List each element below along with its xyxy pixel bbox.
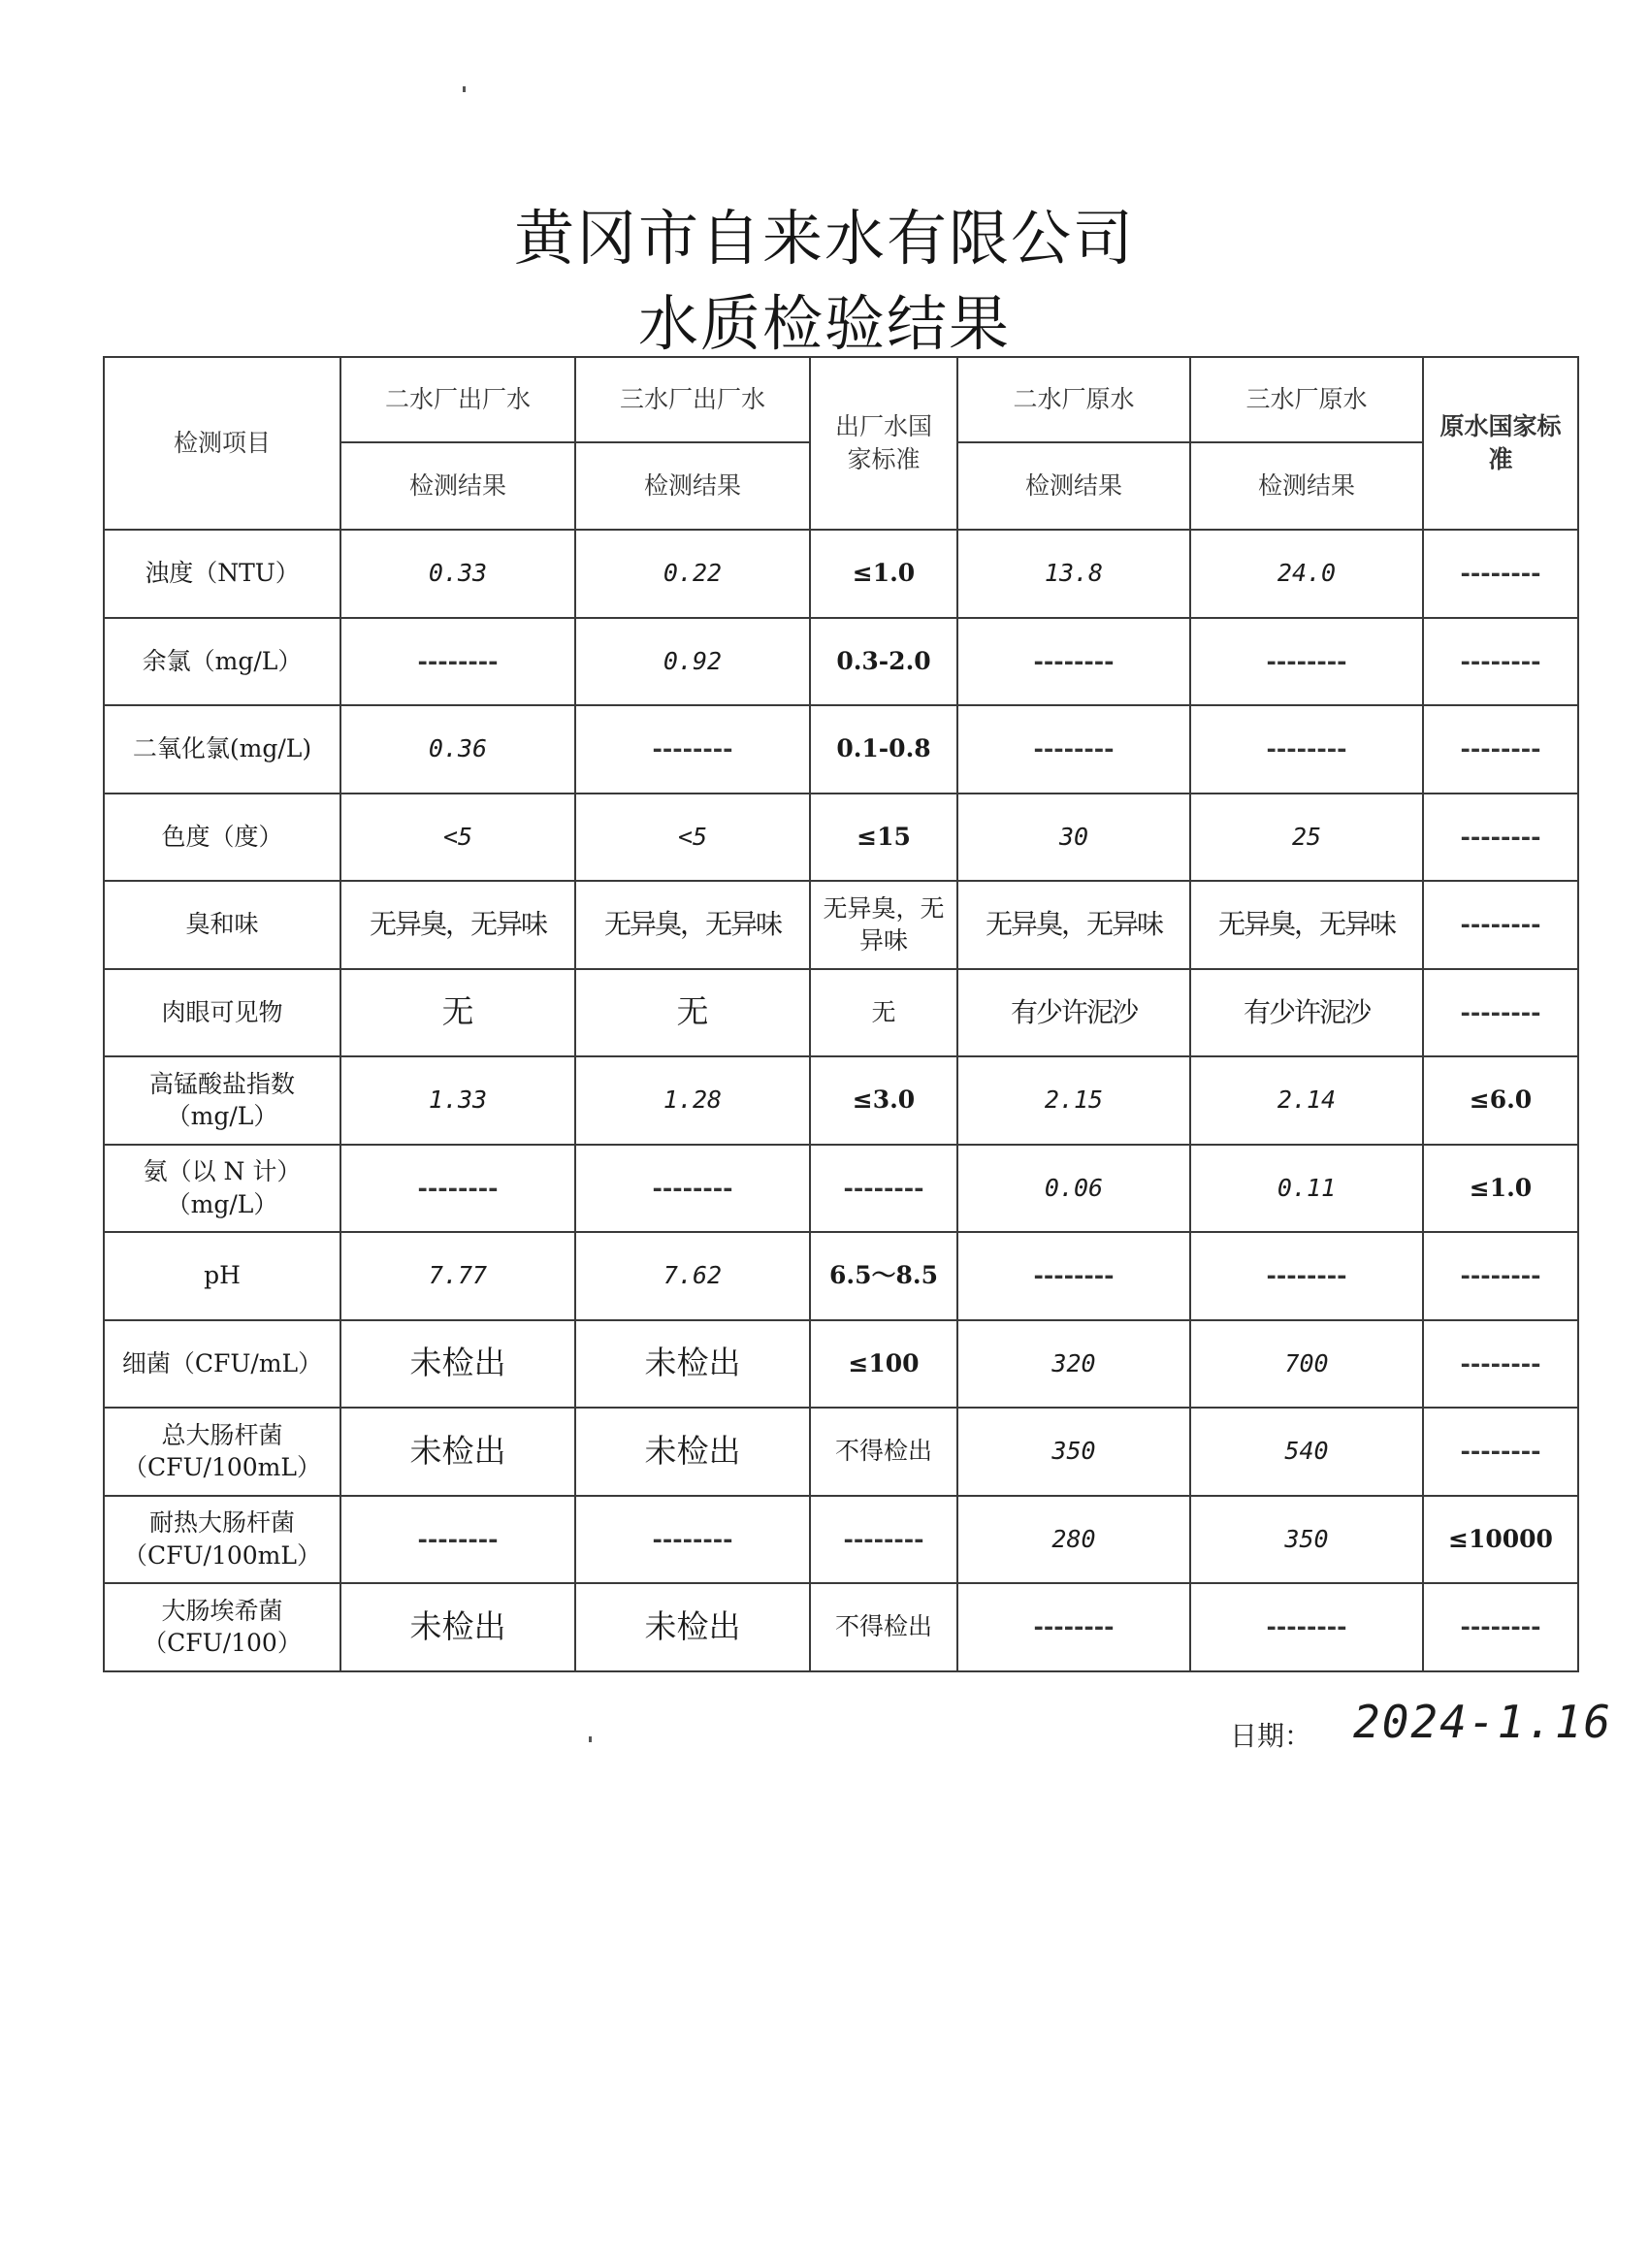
cell-out-std: 6.5～8.5 bbox=[810, 1232, 957, 1320]
cell-plant2-raw: 30 bbox=[957, 794, 1190, 882]
table-row bbox=[104, 1496, 1578, 1584]
cell-plant2-out: 未检出 bbox=[340, 1583, 575, 1671]
cell-plant3-out: 无 bbox=[575, 969, 810, 1057]
cell-plant3-raw: 700 bbox=[1190, 1320, 1423, 1409]
cell-plant2-raw: 2.15 bbox=[957, 1056, 1190, 1145]
row-item-label: 大肠埃希菌（CFU/100） bbox=[104, 1583, 340, 1671]
cell-plant2-out: -------- bbox=[340, 618, 575, 706]
cell-plant3-out: -------- bbox=[575, 705, 810, 794]
cell-raw-std: -------- bbox=[1423, 1320, 1578, 1409]
cell-plant2-raw: -------- bbox=[957, 1583, 1190, 1671]
cell-raw-std: -------- bbox=[1423, 794, 1578, 882]
header-plant2-raw: 二水厂原水 bbox=[957, 357, 1190, 442]
header-plant3-raw: 三水厂原水 bbox=[1190, 357, 1423, 442]
table-row bbox=[104, 705, 1578, 794]
scan-speck bbox=[463, 86, 466, 92]
cell-plant3-raw: -------- bbox=[1190, 618, 1423, 706]
row-item-label: 细菌（CFU/mL） bbox=[104, 1320, 340, 1409]
cell-plant3-raw: -------- bbox=[1190, 705, 1423, 794]
cell-plant3-out: -------- bbox=[575, 1496, 810, 1584]
table-row bbox=[104, 1145, 1578, 1233]
cell-plant2-out: 1.33 bbox=[340, 1056, 575, 1145]
cell-raw-std: -------- bbox=[1423, 1583, 1578, 1671]
cell-plant3-out: 7.62 bbox=[575, 1232, 810, 1320]
cell-out-std: 0.3-2.0 bbox=[810, 618, 957, 706]
cell-plant2-raw: 有少许泥沙 bbox=[957, 969, 1190, 1057]
cell-plant2-out: -------- bbox=[340, 1145, 575, 1233]
cell-plant2-out: 无异臭，无异味 bbox=[340, 881, 575, 969]
cell-out-std: 无异臭，无异味 bbox=[810, 881, 957, 969]
row-item-label: 氨（以 N 计）（mg/L） bbox=[104, 1145, 340, 1233]
row-item-label: 二氧化氯(mg/L) bbox=[104, 705, 340, 794]
cell-plant3-out: 无异臭，无异味 bbox=[575, 881, 810, 969]
cell-plant2-raw: -------- bbox=[957, 618, 1190, 706]
cell-plant2-raw: 320 bbox=[957, 1320, 1190, 1409]
cell-raw-std: -------- bbox=[1423, 881, 1578, 969]
cell-plant2-raw: 0.06 bbox=[957, 1145, 1190, 1233]
cell-raw-std: ≤10000 bbox=[1423, 1496, 1578, 1584]
cell-out-std: ≤100 bbox=[810, 1320, 957, 1409]
cell-plant3-out: -------- bbox=[575, 1145, 810, 1233]
cell-out-std: -------- bbox=[810, 1496, 957, 1584]
cell-plant2-raw: 无异臭，无异味 bbox=[957, 881, 1190, 969]
cell-plant2-out: -------- bbox=[340, 1496, 575, 1584]
cell-out-std: ≤15 bbox=[810, 794, 957, 882]
cell-plant3-raw: 0.11 bbox=[1190, 1145, 1423, 1233]
cell-plant3-raw: 无异臭，无异味 bbox=[1190, 881, 1423, 969]
table-row bbox=[104, 1583, 1578, 1671]
cell-plant3-raw: 350 bbox=[1190, 1496, 1423, 1584]
table-row bbox=[104, 1232, 1578, 1320]
header-result: 检测结果 bbox=[340, 442, 575, 530]
cell-raw-std: ≤6.0 bbox=[1423, 1056, 1578, 1145]
cell-raw-std: -------- bbox=[1423, 969, 1578, 1057]
cell-plant3-raw: 25 bbox=[1190, 794, 1423, 882]
cell-plant3-out: 未检出 bbox=[575, 1583, 810, 1671]
row-item-label: 耐热大肠杆菌（CFU/100mL） bbox=[104, 1496, 340, 1584]
cell-plant3-out: 1.28 bbox=[575, 1056, 810, 1145]
cell-out-std: 无 bbox=[810, 969, 957, 1057]
header-result: 检测结果 bbox=[575, 442, 810, 530]
cell-plant2-out: 无 bbox=[340, 969, 575, 1057]
cell-raw-std: ≤1.0 bbox=[1423, 1145, 1578, 1233]
cell-plant3-raw: 2.14 bbox=[1190, 1056, 1423, 1145]
results-table bbox=[103, 356, 1579, 1672]
report-title: 水质检验结果 bbox=[637, 288, 1011, 359]
cell-plant3-raw: 有少许泥沙 bbox=[1190, 969, 1423, 1057]
company-name: 黄冈市自来水有限公司 bbox=[513, 203, 1135, 274]
cell-raw-std: -------- bbox=[1423, 530, 1578, 618]
header-result: 检测结果 bbox=[1190, 442, 1423, 530]
cell-plant2-out: 0.33 bbox=[340, 530, 575, 618]
cell-raw-std: -------- bbox=[1423, 705, 1578, 794]
date-value-handwritten: 2024-1.16 bbox=[1353, 1696, 1613, 1748]
table-row bbox=[104, 530, 1578, 618]
row-item-label: 浊度（NTU） bbox=[104, 530, 340, 618]
cell-raw-std: -------- bbox=[1423, 1408, 1578, 1496]
cell-plant2-raw: -------- bbox=[957, 1232, 1190, 1320]
cell-plant2-raw: -------- bbox=[957, 705, 1190, 794]
header-out-std: 出厂水国家标准 bbox=[810, 357, 957, 530]
header-plant3-out: 三水厂出厂水 bbox=[575, 357, 810, 442]
cell-plant3-out: 未检出 bbox=[575, 1320, 810, 1409]
cell-plant3-out: 未检出 bbox=[575, 1408, 810, 1496]
table-row bbox=[104, 881, 1578, 969]
cell-plant3-raw: 24.0 bbox=[1190, 530, 1423, 618]
cell-plant3-out: 0.92 bbox=[575, 618, 810, 706]
cell-out-std: -------- bbox=[810, 1145, 957, 1233]
row-item-label: 肉眼可见物 bbox=[104, 969, 340, 1057]
row-item-label: pH bbox=[104, 1232, 340, 1320]
cell-plant2-out: 未检出 bbox=[340, 1320, 575, 1409]
cell-plant3-out: 0.22 bbox=[575, 530, 810, 618]
cell-raw-std: -------- bbox=[1423, 1232, 1578, 1320]
cell-out-std: ≤1.0 bbox=[810, 530, 957, 618]
row-item-label: 高锰酸盐指数（mg/L） bbox=[104, 1056, 340, 1145]
cell-plant2-raw: 13.8 bbox=[957, 530, 1190, 618]
row-item-label: 余氯（mg/L） bbox=[104, 618, 340, 706]
cell-plant3-raw: 540 bbox=[1190, 1408, 1423, 1496]
cell-plant2-raw: 350 bbox=[957, 1408, 1190, 1496]
cell-plant3-out: <5 bbox=[575, 794, 810, 882]
scan-speck bbox=[589, 1736, 592, 1742]
table-row bbox=[104, 1320, 1578, 1409]
cell-plant2-out: 未检出 bbox=[340, 1408, 575, 1496]
cell-out-std: ≤3.0 bbox=[810, 1056, 957, 1145]
date-label: 日期： bbox=[1230, 1720, 1312, 1752]
header-item: 检测项目 bbox=[104, 357, 340, 530]
header-result: 检测结果 bbox=[957, 442, 1190, 530]
table-row bbox=[104, 969, 1578, 1057]
cell-out-std: 0.1-0.8 bbox=[810, 705, 957, 794]
cell-plant2-out: 7.77 bbox=[340, 1232, 575, 1320]
table-row bbox=[104, 1408, 1578, 1496]
cell-plant3-raw: -------- bbox=[1190, 1232, 1423, 1320]
cell-plant3-raw: -------- bbox=[1190, 1583, 1423, 1671]
cell-out-std: 不得检出 bbox=[810, 1583, 957, 1671]
row-item-label: 色度（度） bbox=[104, 794, 340, 882]
table-row bbox=[104, 794, 1578, 882]
cell-plant2-out: <5 bbox=[340, 794, 575, 882]
header-raw-std: 原水国家标准 bbox=[1423, 357, 1578, 530]
header-plant2-out: 二水厂出厂水 bbox=[340, 357, 575, 442]
cell-plant2-raw: 280 bbox=[957, 1496, 1190, 1584]
cell-out-std: 不得检出 bbox=[810, 1408, 957, 1496]
row-item-label: 臭和味 bbox=[104, 881, 340, 969]
table-row bbox=[104, 1056, 1578, 1145]
cell-plant2-out: 0.36 bbox=[340, 705, 575, 794]
cell-raw-std: -------- bbox=[1423, 618, 1578, 706]
table-row bbox=[104, 618, 1578, 706]
row-item-label: 总大肠杆菌（CFU/100mL） bbox=[104, 1408, 340, 1496]
